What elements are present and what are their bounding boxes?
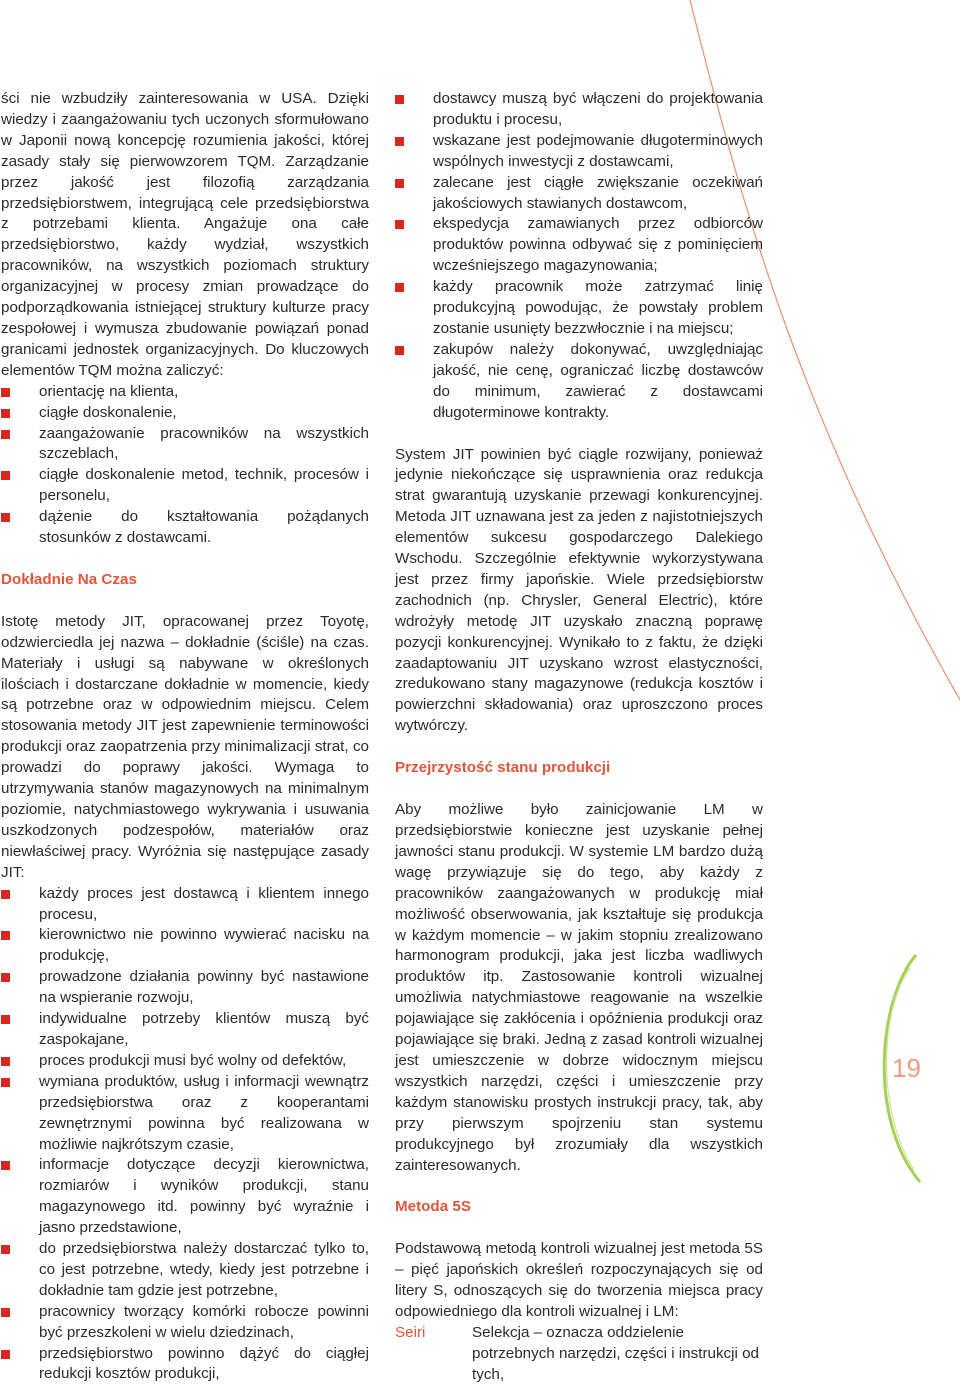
list-item: ciągłe doskonalenie, bbox=[1, 403, 369, 424]
jit-rules-list bbox=[1, 884, 369, 1386]
section-heading-transparency: Przejrzystość stanu produkcji bbox=[395, 759, 611, 777]
list-item: ciągłe doskonalenie metod, technik, procesów i personelu, bbox=[1, 465, 369, 507]
list-item: dostawcy muszą być włączeni do projektowania produktu i procesu, bbox=[395, 89, 763, 131]
list-item: dążenie do kształtowania pożądanych stosunków z dostawcami. bbox=[1, 507, 369, 549]
right-column bbox=[395, 89, 763, 1386]
tqm-elements-list bbox=[1, 382, 369, 549]
list-item: informacje dotyczące decyzji kierownictwa, rozmiarów i wyników produkcji, stanu magazynowego itd. powinny być wyraźnie i jasno przedstawione, bbox=[1, 1155, 369, 1239]
list-item: proces produkcji musi być wolny od defektów, bbox=[1, 1051, 369, 1072]
list-item: do przedsiębiorstwa należy dostarczać tylko to, co jest potrzebne, wtedy, kiedy jest potrzebne i dokładnie tam gdzie jest potrzebne, bbox=[1, 1239, 369, 1302]
jit-paragraph: Istotę metody JIT, opracowanej przez Toyotę, odzwierciedla jej nazwa – dokładnie (ściśle) na czas. Materiały i usługi są nabywane w określonych ilościach i dostarczane dokładnie w momencie, kiedy są potrzebne oraz w odpowiednim miejscu. Celem stosowania metody JIT jest zapewnienie terminowości produkcji oraz zaopatrzenia przy minimalizacji strat, co prowadzi do poprawy jakości. Wymaga to utrzymywania stanów magazynowych na minimalnym poziomie, natychmiastowego wykrywania i usuwania uszkodzonych podzespołów, materiałów oraz niewłaściwej pracy. Wyróżnia się następujące zasady JIT: bbox=[1, 612, 369, 881]
page-number: 19 bbox=[892, 1053, 921, 1083]
list-item: wymiana produktów, usług i informacji wewnątrz przedsiębiorstwa oraz z kooperantami zewnętrznymi powinna być realizowana w możliwie najkrótszym czasie, bbox=[1, 1072, 369, 1156]
list-item: orientację na klienta, bbox=[1, 382, 369, 403]
list-item: każdy proces jest dostawcą i klientem innego procesu, bbox=[1, 884, 369, 926]
list-item: pracownicy tworzący komórki robocze powinni być przeszkoleni w wielu dziedzinach, bbox=[1, 1302, 369, 1344]
definition-row-seiri bbox=[395, 1323, 763, 1386]
5s-paragraph: Podstawową metodą kontroli wizualnej jest metoda 5S – pięć japońskich określeń rozpoczynających się od litery S, odnoszących się do tworzenia miejsca pracy odpowiedniego dla kontroli wizualnej i LM: bbox=[395, 1240, 763, 1321]
list-item: każdy pracownik może zatrzymać linię produkcyjną powodując, że powstały problem zostanie usunięty bezzwłocznie i na miejscu; bbox=[395, 277, 763, 340]
list-item: zakupów należy dokonywać, uwzględniając jakość, nie cenę, ograniczać liczbę dostawców do minimum, zawierać z dostawcami długoterminowe kontrakty. bbox=[395, 340, 763, 424]
list-item: kierownictwo nie powinno wywierać nacisku na produkcję, bbox=[1, 925, 369, 967]
list-item: ekspedycja zamawianych przez odbiorców produktów powinna odbywać się z pominięciem wcześniejszego magazynowania; bbox=[395, 214, 763, 277]
list-item: indywidualne potrzeby klientów muszą być zaspokajane, bbox=[1, 1009, 369, 1051]
section-heading-5s: Metoda 5S bbox=[395, 1198, 471, 1216]
definition-term: Seiri bbox=[395, 1323, 426, 1341]
jit-rules-list-continued bbox=[395, 89, 763, 424]
list-item: wskazane jest podejmowanie długoterminowych wspólnych inwestycji z dostawcami, bbox=[395, 131, 763, 173]
list-item: prowadzone działania powinny być nastawione na wspieranie rozwoju, bbox=[1, 967, 369, 1009]
list-item: zalecane jest ciągłe zwiększanie oczekiwań jakościowych stawianych dostawcom, bbox=[395, 173, 763, 215]
section-heading-jit: Dokładnie Na Czas bbox=[1, 570, 137, 588]
list-item: przedsiębiorstwo powinno dążyć do ciągłej redukcji kosztów produkcji, bbox=[1, 1344, 369, 1386]
tqm-intro-paragraph: ści nie wzbudziły zainteresowania w USA. Dzięki wiedzy i zaangażowaniu tych uczonych sformułowano w Japonii nową koncepcję rozumienia jakości, której zasady stały się pierwowzorem TQM. Zarządzanie przez jakość jest filozofią zarządzania przedsiębiorstwem, integrującą cele przedsiębiorstwa z potrzebami klienta. Angażuje ona całe przedsiębiorstwo, każdy wydział, wszystkich pracowników, na wszystkich poziomach struktury organizacyjnej w procesy zmian prowadzące do podporządkowania istniejącej struktury kulturze pracy zespołowej i wymusza zbudowanie powiązań ponad granicami jednostek organizacyjnych. Do kluczowych elementów TQM można zaliczyć: bbox=[1, 90, 369, 379]
definition-text: Selekcja – oznacza oddzielenie potrzebnych narzędzi, części i instrukcji od tych, bbox=[472, 1323, 759, 1383]
jit-summary-paragraph: System JIT powinien być ciągle rozwijany, ponieważ jedynie niekończące się usprawnienia oraz redukcja strat gwarantują uzyskanie przewagi konkurencyjnej. Metoda JIT uznawana jest za jeden z najistotniejszych elementów sukcesu gospodarczego Dalekiego Wschodu. Szczególnie efektywnie wykorzystywana jest przez firmy japońskie. Wiele przedsiębiorstw zachodnich (np. Chrysler, General Electric), które wdrożyły metodę JIT uzyskało znaczną poprawę pozycji konkurencyjnej. Wynikało to z faktu, że dzięki zaadaptowaniu JIT uzyskano wzrost elastyczności, zredukowano stany magazynowe (redukcja kosztów i powierzchni składowania) oraz uproszczono proces wytwórczy. bbox=[395, 445, 763, 735]
left-column bbox=[1, 89, 369, 1385]
list-item: zaangażowanie pracowników na wszystkich szczeblach, bbox=[1, 424, 369, 466]
transparency-paragraph: Aby możliwe było zainicjowanie LM w przedsiębiorstwie konieczne jest uzyskanie pełnej jawności stanu produkcji. W systemie LM bardzo dużą wagę przywiązuje się do tego, aby każdy z pracowników zaangażowanych w produkcję miał możliwość obserwowania, jak kształtuje się produkcja w każdym momencie – w jakim stopniu zrealizowano harmonogram produkcji, jaka jest liczba wadliwych produktów itp. Zastosowanie kontroli wizualnej umożliwia natychmiastowe reagowanie na wszelkie pojawiające się zakłócenia i opóźnienia produkcji oraz pojawiające się braki. Jedną z zasad kontroli wizualnej jest umieszczenie w dobrze widocznym miejscu wszystkich narzędzi, części i umieszczenie przy każdym stanowisku prostych instrukcji pracy, tak, aby przy pierwszym spojrzeniu stan systemu produkcyjnego był zrozumiały dla wszystkich zainteresowanych. bbox=[395, 801, 763, 1174]
